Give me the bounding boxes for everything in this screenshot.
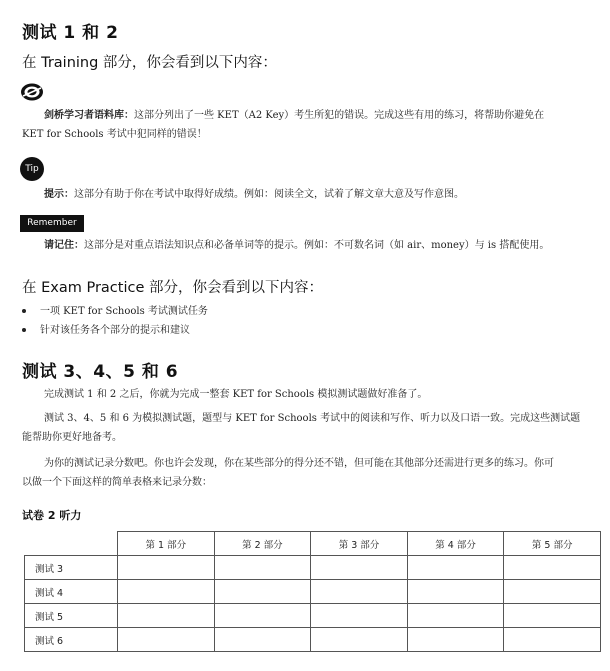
score-cell[interactable]: [407, 580, 504, 604]
list-item: 针对该任务各个部分的提示和建议: [22, 321, 208, 340]
score-cell[interactable]: [311, 628, 408, 652]
remember-badge: Remember: [20, 215, 84, 232]
column-header: 第 5 部分: [504, 532, 601, 556]
score-table-title: 试卷 2 听力: [22, 509, 82, 522]
row-header: 测试 4: [25, 580, 118, 604]
heading-tests-3-6: 测试 3、4、5 和 6: [22, 362, 179, 382]
heading-exam-practice: 在 Exam Practice 部分，你会看到以下内容：: [22, 280, 323, 296]
column-header: 第 4 部分: [407, 532, 504, 556]
score-cell[interactable]: [118, 604, 215, 628]
remember-paragraph: [44, 236, 604, 255]
dictionary-logo-icon: [20, 82, 44, 102]
table-row: [25, 604, 601, 628]
list-item: 一项 KET for Schools 考试测试任务: [22, 302, 208, 321]
table-corner-cell: [25, 532, 118, 556]
tip-lead: 提示：: [44, 189, 74, 200]
section2-paragraph-2: 测试 3、4、5 和 6 为模拟测试题，题型与 KET for Schools 考试中的阅读和写作、听力以及口语一致。完成这些测试题 能帮助你更好地备考。: [22, 413, 581, 443]
score-cell[interactable]: [118, 628, 215, 652]
score-cell[interactable]: [214, 556, 311, 580]
score-cell[interactable]: [118, 580, 215, 604]
heading-training: 在 Training 部分，你会看到以下内容：: [22, 55, 277, 71]
remember-lead: 请记住：: [44, 240, 84, 251]
heading-tests-1-2: 测试 1 和 2: [22, 23, 119, 43]
score-cell[interactable]: [311, 580, 408, 604]
score-cell[interactable]: [311, 556, 408, 580]
score-cell[interactable]: [504, 580, 601, 604]
score-cell[interactable]: [118, 556, 215, 580]
tip-paragraph: [44, 185, 604, 204]
score-cell[interactable]: [407, 604, 504, 628]
bullet-icon: [22, 309, 26, 313]
tip-text: 这部分有助于你在考试中取得好成绩。例如：阅读全文，试着了解文章大意及写作意图。: [74, 189, 464, 200]
score-cell[interactable]: [214, 580, 311, 604]
row-header: 测试 6: [25, 628, 118, 652]
table-row: [25, 628, 601, 652]
column-header: 第 3 部分: [311, 532, 408, 556]
dictionary-text-line1: 这部分列出了一些 KET（A2 Key）考生所犯的错误。完成这些有用的练习，将帮助你避免在: [134, 110, 545, 121]
tip-badge: Tip: [20, 157, 44, 181]
bullet-icon: [22, 328, 26, 332]
score-cell[interactable]: [504, 556, 601, 580]
score-cell[interactable]: [407, 628, 504, 652]
dictionary-text-line2: KET for Schools 考试中犯同样的错误！: [22, 129, 207, 140]
dictionary-lead: 剑桥学习者语料库：: [44, 110, 134, 121]
score-cell[interactable]: [504, 604, 601, 628]
row-header: 测试 5: [25, 604, 118, 628]
score-cell[interactable]: [214, 604, 311, 628]
table-header-row: [25, 532, 601, 556]
column-header: 第 2 部分: [214, 532, 311, 556]
exam-practice-list: [22, 302, 208, 340]
table-row: [25, 556, 601, 580]
score-cell[interactable]: [407, 556, 504, 580]
row-header: 测试 3: [25, 556, 118, 580]
table-row: [25, 580, 601, 604]
score-cell[interactable]: [311, 604, 408, 628]
section2-paragraph-1: 完成测试 1 和 2 之后，你就为完成一整套 KET for Schools 模拟测试题做好准备了。: [44, 389, 428, 400]
score-cell[interactable]: [214, 628, 311, 652]
column-header: 第 1 部分: [118, 532, 215, 556]
score-table: [24, 531, 601, 652]
section2-paragraph-3: 为你的测试记录分数吧。你也许会发现，你在某些部分的得分还不错，但可能在其他部分还需进行更多的练习。你可 以做一个下面这样的简单表格来记录分数：: [22, 458, 554, 488]
remember-text: 这部分是对重点语法知识点和必备单词等的提示。例如：不可数名词（如 air、money）与 is 搭配使用。: [84, 240, 550, 251]
dictionary-paragraph: [22, 106, 604, 144]
score-cell[interactable]: [504, 628, 601, 652]
